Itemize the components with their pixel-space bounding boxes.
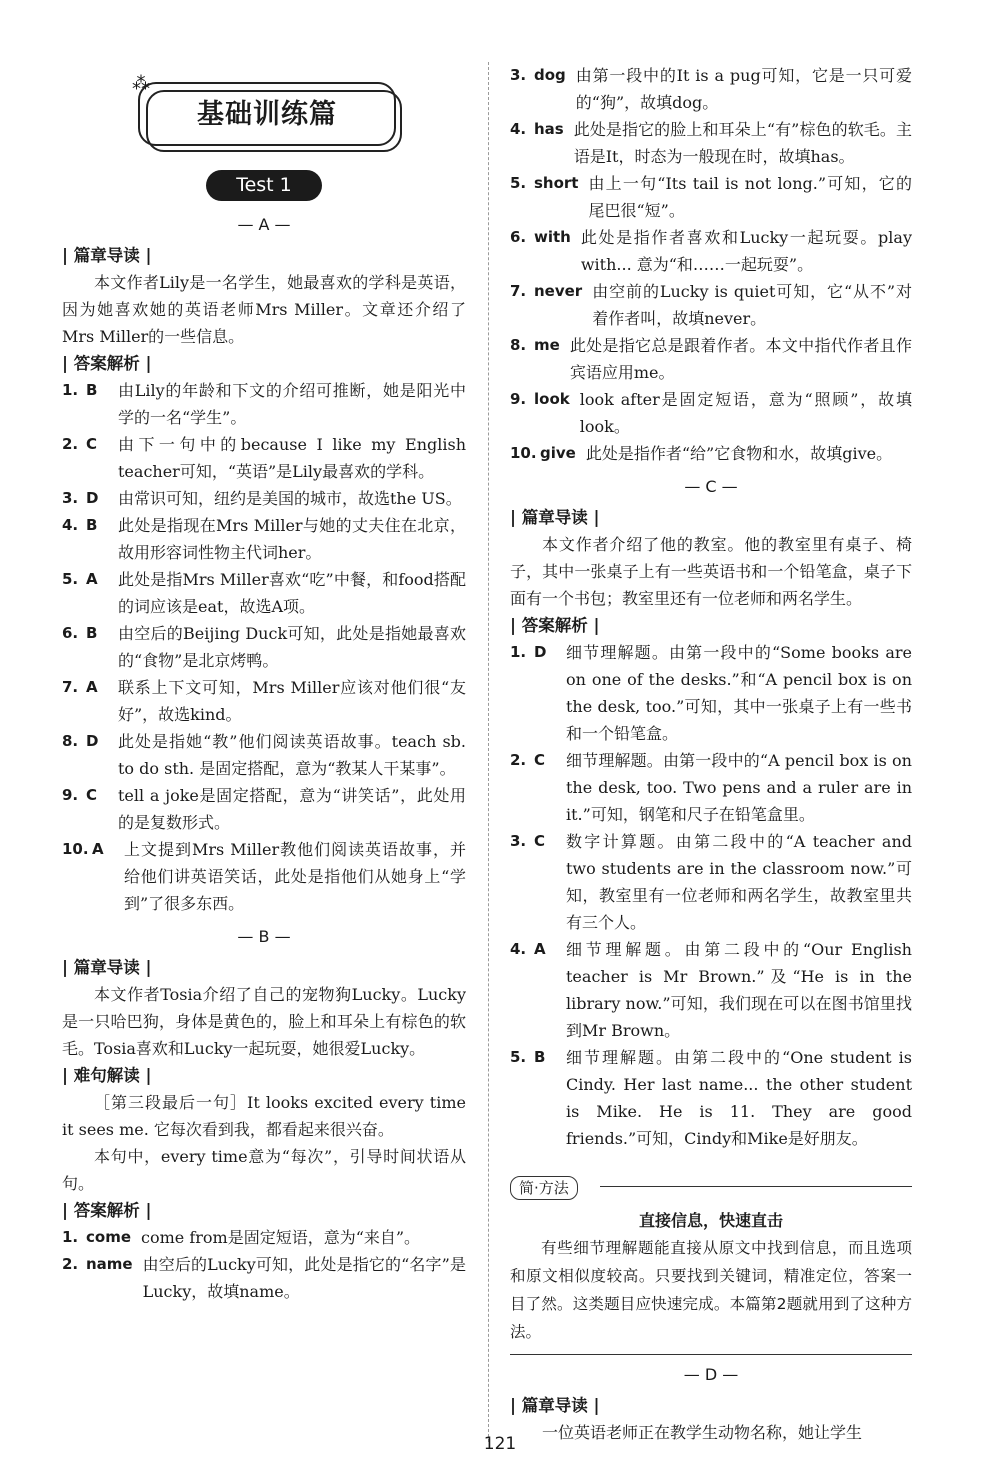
section-c-label: — C —	[684, 477, 738, 496]
left-column	[62, 62, 466, 1305]
section-d-guide-heading: | 篇章导读 |	[510, 1396, 600, 1415]
method-rule	[600, 1186, 912, 1187]
section-a-guide-heading: | 篇章导读 |	[62, 246, 152, 265]
answer-item: 7. never 由空前的Lucky is quiet可知，它“从不”对着作者叫，故填never。	[510, 282, 912, 328]
answer-item: 4. B 此处是指现在Mrs Miller与她的丈夫住在北京，故用形容词性物主代词her。	[62, 516, 466, 562]
column-divider	[488, 62, 489, 1442]
answer-item: 3. dog 由第一段中的It is a pug可知，它是一只可爱的“狗”，故填dog。	[510, 66, 912, 112]
answer-item: 1. D 细节理解题。由第一段中的“Some books are on one of the desks.”和“A pencil box is on the desk, too.”可知，其中一张桌子上有一些书和一个铅笔盒。	[510, 643, 912, 743]
section-b-answers-left	[62, 1224, 466, 1305]
section-b-answer-heading: | 答案解析 |	[62, 1201, 152, 1220]
answer-item: 7. A 联系上下文可知，Mrs Miller应该对他们很“友好”，故选kind。	[62, 678, 466, 724]
section-a-guide: 本文作者Lily是一名学生，她最喜欢的学科是英语，因为她喜欢她的英语老师Mrs Miller。文章还介绍了Mrs Miller的一些信息。	[62, 273, 466, 346]
section-b-guide: 本文作者Tosia介绍了自己的宠物狗Lucky。Lucky是一只哈巴狗，身体是黄色的，脸上和耳朵上有棕色的软毛。Tosia喜欢和Lucky一起玩耍，她很爱Lucky。	[62, 985, 466, 1058]
right-column	[510, 62, 912, 1446]
method-tag: 简·方法	[510, 1176, 578, 1200]
answer-item: 4. A 细节理解题。由第二段中的“Our English teacher is Mr Brown.”及“He is in the library now.”可知，我们现在可以在图书馆里找到Mr Brown。	[510, 940, 912, 1040]
section-c-guide: 本文作者介绍了他的教室。他的教室里有桌子、椅子，其中一张桌子上有一些英语书和一个铅笔盒，桌子下面有一个书包；教室里还有一位老师和两名学生。	[510, 535, 912, 608]
section-b-hard-heading: | 难句解读 |	[62, 1066, 152, 1085]
answer-item: 5. short 由上一句“Its tail is not long.”可知，它的尾巴很“短”。	[510, 174, 912, 220]
answer-item: 8. D 此处是指她“教”他们阅读英语故事。teach sb. to do sth. 是固定搭配，意为“教某人干某事”。	[62, 732, 466, 778]
section-a-answer-heading: | 答案解析 |	[62, 354, 152, 373]
section-a-label: — A —	[237, 215, 291, 234]
answer-item: 1. B 由Lily的年龄和下文的介绍可推断，她是阳光中学的一名“学生”。	[62, 381, 466, 427]
answer-item: 9. C tell a joke是固定搭配，意为“讲笑话”，此处用的是复数形式。	[62, 786, 466, 832]
section-b-hard-explain: 本句中，every time意为“每次”，引导时间状语从句。	[62, 1147, 466, 1193]
page-title: 基础训练篇	[138, 82, 396, 146]
method-end-rule	[510, 1354, 912, 1355]
answer-item: 9. look look after是固定短语，意为“照顾”，故填look。	[510, 390, 912, 436]
section-c-guide-heading: | 篇章导读 |	[510, 508, 600, 527]
section-c-answers	[510, 639, 912, 1152]
section-b-label: — B —	[237, 927, 291, 946]
section-a-answers	[62, 377, 466, 917]
title-block	[62, 62, 466, 162]
section-d-guide: 一位英语老师正在教学生动物名称，她让学生	[542, 1423, 863, 1442]
test-label: Test 1	[206, 170, 322, 201]
answer-item: 2. C 细节理解题。由第一段中的“A pencil box is on the desk, too. Two pens and a ruler are in it.”可知，钢笔和尺子在铅笔盒里。	[510, 751, 912, 824]
answer-item: 10. give 此处是指作者“给”它食物和水，故填give。	[510, 444, 893, 463]
section-b-answers-right	[510, 62, 912, 467]
section-d-label: — D —	[683, 1365, 739, 1384]
section-b-guide-heading: | 篇章导读 |	[62, 958, 152, 977]
method-title: 直接信息，快速直击	[638, 1211, 783, 1230]
answer-item: 10. A 上文提到Mrs Miller教他们阅读英语故事，并给他们讲英语笑话，此处是指他们从她身上“学到”了很多东西。	[62, 840, 466, 913]
sparkle-icon: ⁂	[132, 73, 150, 94]
answer-item: 1. come come from是固定短语，意为“来自”。	[62, 1228, 421, 1247]
section-c-answer-heading: | 答案解析 |	[510, 616, 600, 635]
answer-item: 6. B 由空后的Beijing Duck可知，此处是指她最喜欢的“食物”是北京烤鸭。	[62, 624, 466, 670]
method-box	[510, 1170, 912, 1355]
answer-item: 4. has 此处是指它的脸上和耳朵上“有”棕色的软毛。主语是It，时态为一般现在时，故填has。	[510, 120, 912, 166]
method-body: 有些细节理解题能直接从原文中找到信息，而且选项和原文相似度较高。只要找到关键词，精准定位，答案一目了然。这类题目应快速完成。本篇第2题就用到了这种方法。	[510, 1239, 912, 1341]
answer-item: 3. D 由常识可知，纽约是美国的城市，故选the US。	[62, 489, 462, 508]
answer-item: 2. C 由下一句中的because I like my English teacher可知，“英语”是Lily最喜欢的学科。	[62, 435, 466, 481]
answer-item: 8. me 此处是指它总是跟着作者。本文中指代作者且作宾语应用me。	[510, 336, 912, 382]
answer-item: 2. name 由空后的Lucky可知，此处是指它的“名字”是Lucky，故填name。	[62, 1255, 466, 1301]
section-b-hard-sentence: ［第三段最后一句］It looks excited every time it sees me. 它每次看到我，都看起来很兴奋。	[62, 1093, 466, 1139]
answer-item: 5. A 此处是指Mrs Miller喜欢“吃”中餐，和food搭配的词应该是eat，故选A项。	[62, 570, 466, 616]
answer-item: 6. with 此处是指作者喜欢和Lucky一起玩耍。play with... 意为“和……一起玩耍”。	[510, 228, 912, 274]
answer-item: 5. B 细节理解题。由第二段中的“One student is Cindy. Her last name... the other student is Mike. He is 11. They are good friends.”可知，Cindy和Mike是好朋友。	[510, 1048, 912, 1148]
answer-item: 3. C 数字计算题。由第二段中的“A teacher and two students are in the classroom now.”可知，教室里有一位老师和两名学生，故教室里共有三个人。	[510, 832, 912, 932]
page-number: 121	[483, 1434, 517, 1454]
